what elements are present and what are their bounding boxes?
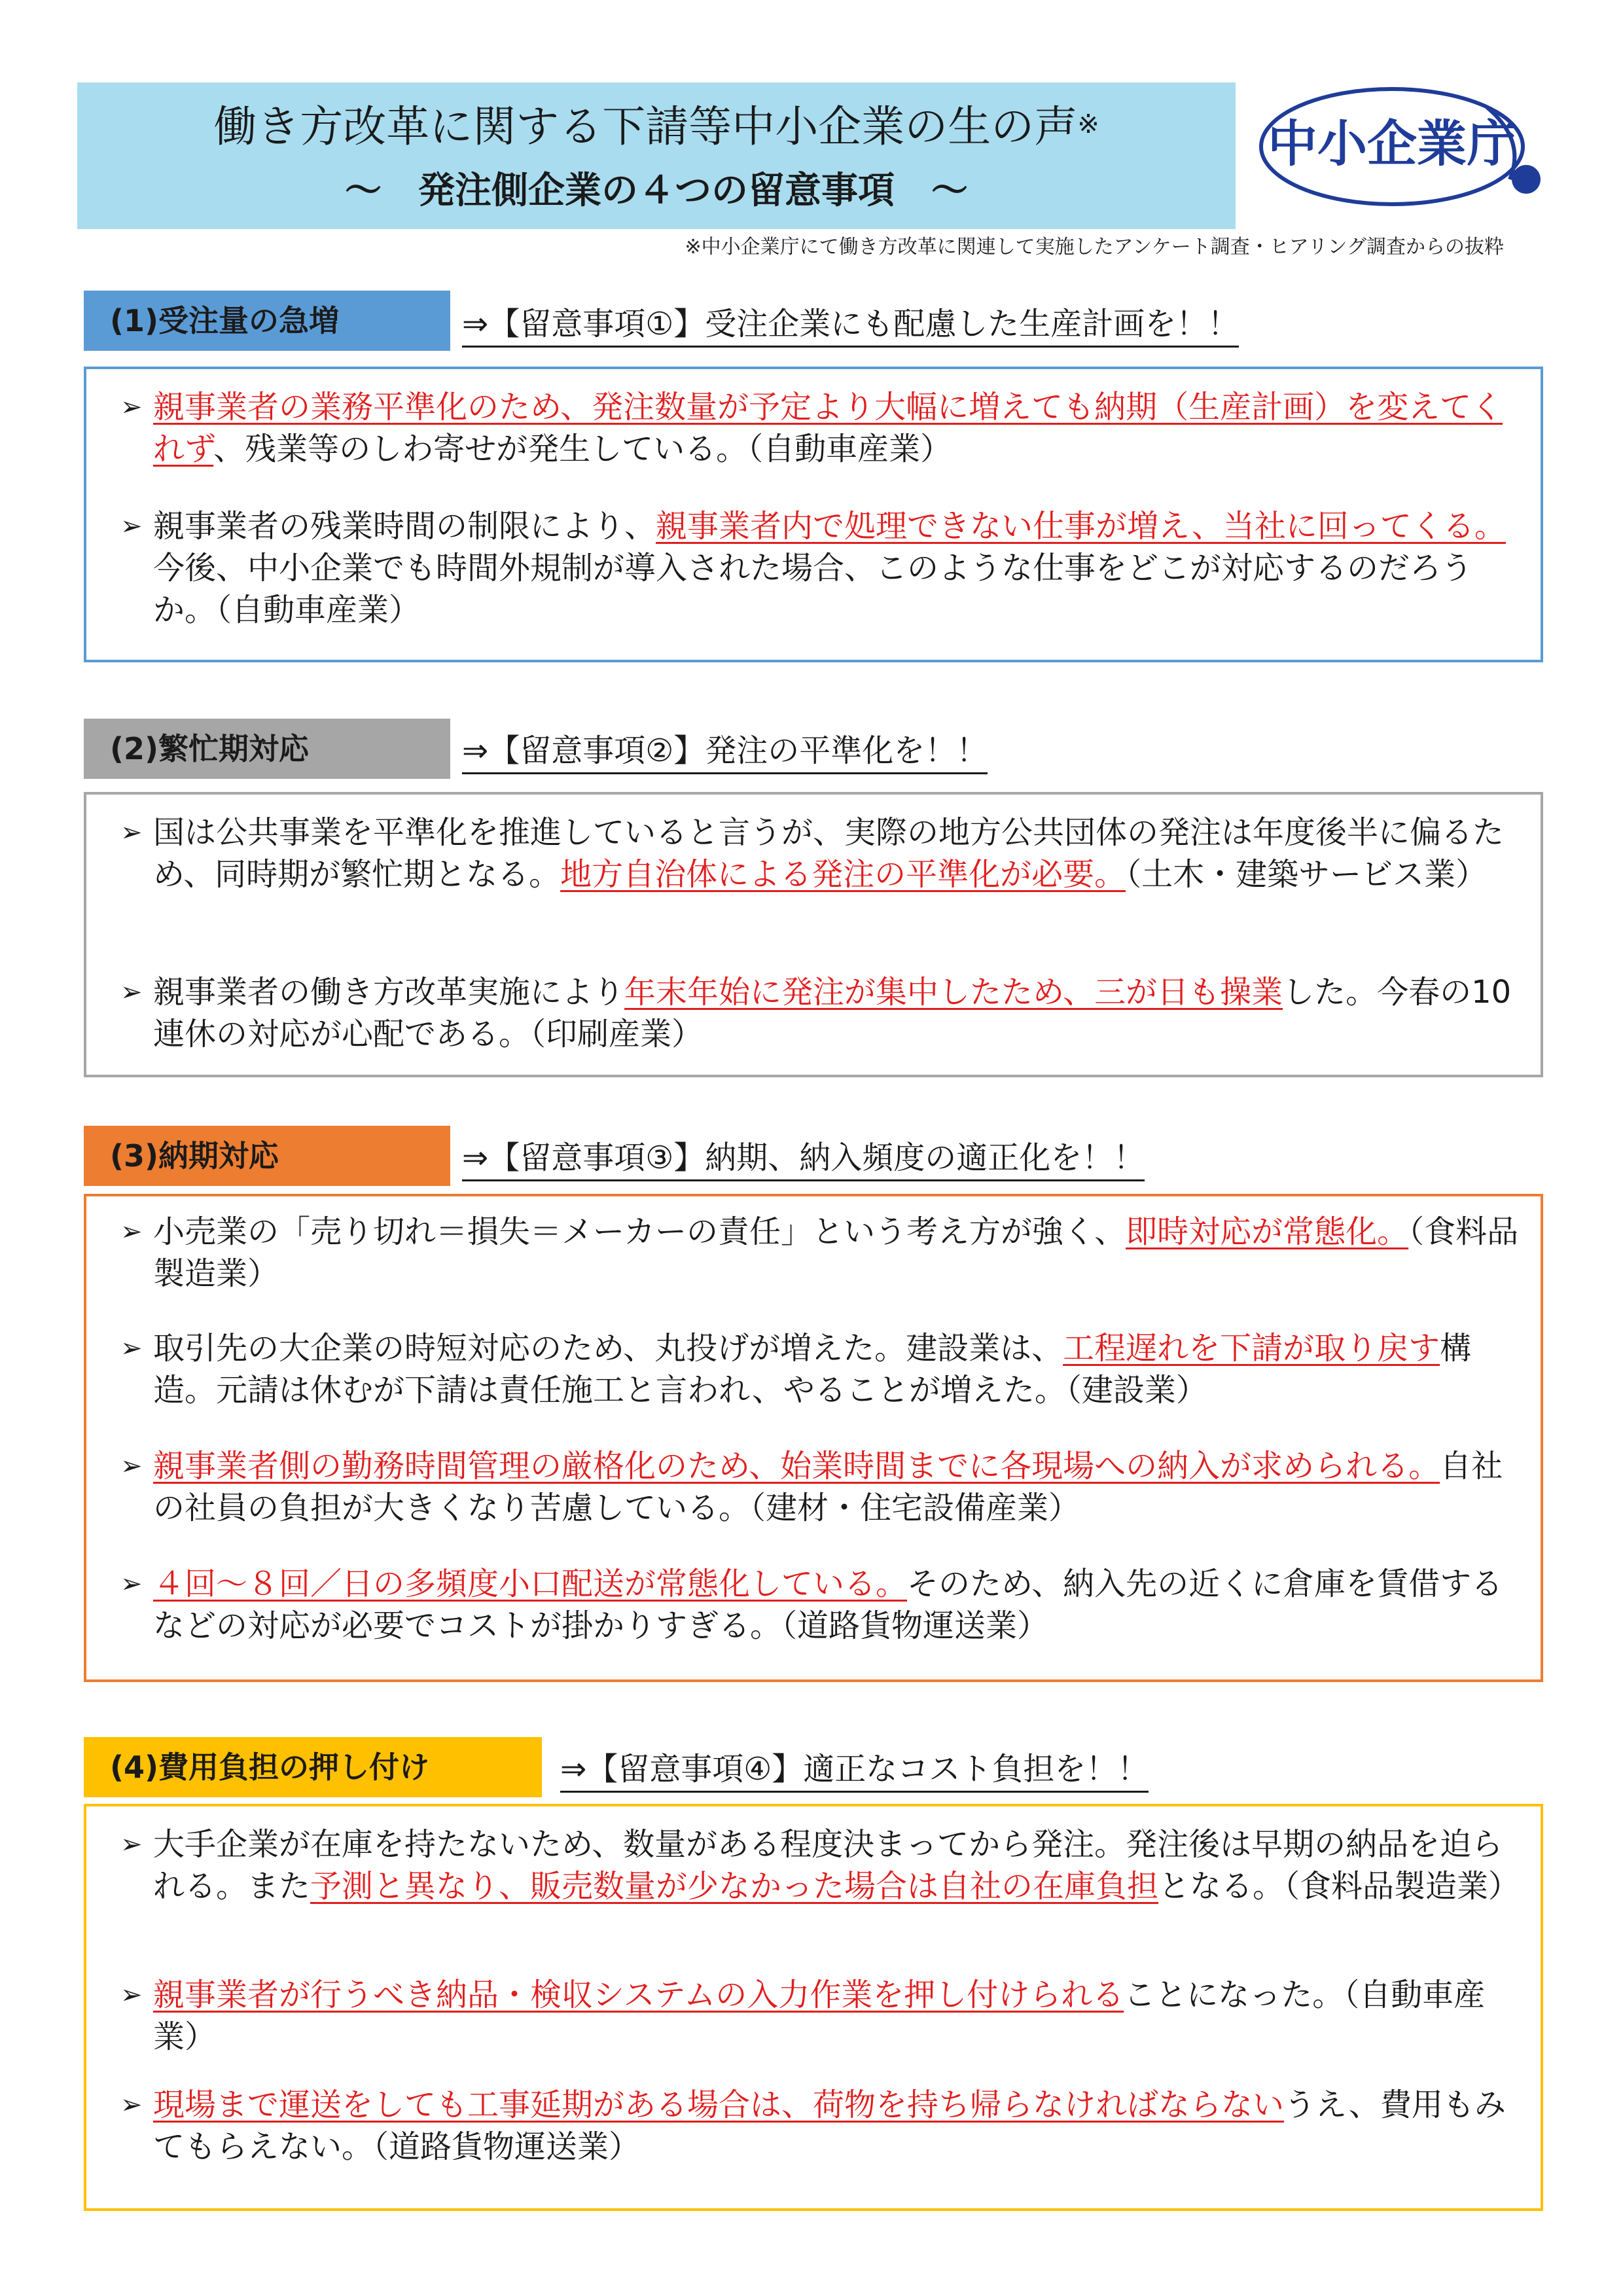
section-3-box	[84, 1194, 1543, 1682]
section-3-point: ⇒【留意事項③】納期、納入頻度の適正化を！！	[462, 1138, 1145, 1181]
logo-text: 中小企業庁	[1268, 115, 1516, 173]
arrow-bullet-icon: ➢	[120, 1980, 143, 2010]
section-2-tab: (2)繁忙期対応	[84, 719, 450, 779]
list-item: ➢ 取引先の大企業の時短対応のため、丸投げが増えた。建設業は、工程遅れを下請が取り戻す構造。元請は休むが下請は責任施工と言われ、やることが増えた。（建設業）	[120, 1327, 1521, 1411]
arrow-bullet-icon: ➢	[120, 817, 143, 848]
title-note-mark: ※	[1077, 109, 1099, 139]
list-item: ➢ 親事業者が行うべき納品・検収システムの入力作業を押し付けられることになった。（自動車産業）	[120, 1974, 1521, 2058]
agency-logo	[1251, 81, 1552, 219]
section-1-box	[84, 367, 1543, 662]
page-subtitle: ～ 発注側企業の４つの留意事項 ～	[345, 170, 968, 212]
section-3-tab: (3)納期対応	[84, 1126, 450, 1186]
section-4-point: ⇒【留意事項④】適正なコスト負担を！！	[560, 1749, 1149, 1793]
list-item: ➢ 大手企業が在庫を持たないため、数量がある程度決まってから発注。発注後は早期の納品を迫られる。また予測と異なり、販売数量が少なかった場合は自社の在庫負担となる。（食料品製造業）	[120, 1823, 1521, 1907]
section-2-point: ⇒【留意事項②】発注の平準化を！！	[462, 730, 988, 774]
list-item: ➢ 親事業者の残業時間の制限により、親事業者内で処理できない仕事が増え、当社に回ってくる。今後、中小企業でも時間外規制が導入された場合、このような仕事をどこが対応するのだろうか。（自動車産業）	[120, 505, 1521, 631]
arrow-bullet-icon: ➢	[120, 392, 143, 422]
arrow-bullet-icon: ➢	[120, 1569, 143, 1599]
arrow-bullet-icon: ➢	[120, 1451, 143, 1481]
arrow-bullet-icon: ➢	[120, 1217, 143, 1247]
arrow-bullet-icon: ➢	[120, 2090, 143, 2120]
list-item: ➢ 現場まで運送をしても工事延期がある場合は、荷物を持ち帰らなければならないうえ、費用もみてもらえない。（道路貨物運送業）	[120, 2084, 1521, 2168]
section-2-box	[84, 792, 1543, 1077]
section-1-point: ⇒【留意事項①】受注企業にも配慮した生産計画を！！	[462, 304, 1239, 348]
section-4-box	[84, 1804, 1543, 2211]
list-item: ➢ 親事業者の業務平準化のため、発注数量が予定より大幅に増えても納期（生産計画）を変えてくれず、残業等のしわ寄せが発生している。（自動車産業）	[120, 386, 1521, 470]
arrow-bullet-icon: ➢	[120, 511, 143, 541]
arrow-bullet-icon: ➢	[120, 977, 143, 1007]
page-title-text: 働き方改革に関する下請等中小企業の生の声	[213, 101, 1078, 152]
list-item: ➢ 国は公共事業を平準化を推進していると言うが、実際の地方公共団体の発注は年度後半に偏るため、同時期が繁忙期となる。地方自治体による発注の平準化が必要。（土木・建築サービス業）	[120, 812, 1521, 895]
list-item: ➢ 小売業の「売り切れ＝損失＝メーカーの責任」という考え方が強く、即時対応が常態化。（食料品製造業）	[120, 1211, 1521, 1295]
arrow-bullet-icon: ➢	[120, 1333, 143, 1363]
section-4-tab: (4)費用負担の押し付け	[84, 1737, 542, 1797]
section-1-tab: (1)受注量の急増	[84, 291, 450, 351]
footnote: ※中小企業庁にて働き方改革に関連して実施したアンケート調査・ヒアリング調査からの抜粋	[685, 236, 1504, 259]
list-item: ➢ 親事業者の働き方改革実施により年末年始に発注が集中したため、三が日も操業した。今春の10連休の対応が心配である。（印刷産業）	[120, 971, 1521, 1055]
list-item: ➢ ４回～８回／日の多頻度小口配送が常態化している。そのため、納入先の近くに倉庫を賃借するなどの対応が必要でコストが掛かりすぎる。（道路貨物運送業）	[120, 1563, 1521, 1647]
arrow-bullet-icon: ➢	[120, 1829, 143, 1859]
page-title	[77, 99, 1236, 154]
title-banner	[77, 82, 1236, 229]
list-item: ➢ 親事業者側の勤務時間管理の厳格化のため、始業時間までに各現場への納入が求められる。自社の社員の負担が大きくなり苦慮している。（建材・住宅設備産業）	[120, 1445, 1521, 1529]
